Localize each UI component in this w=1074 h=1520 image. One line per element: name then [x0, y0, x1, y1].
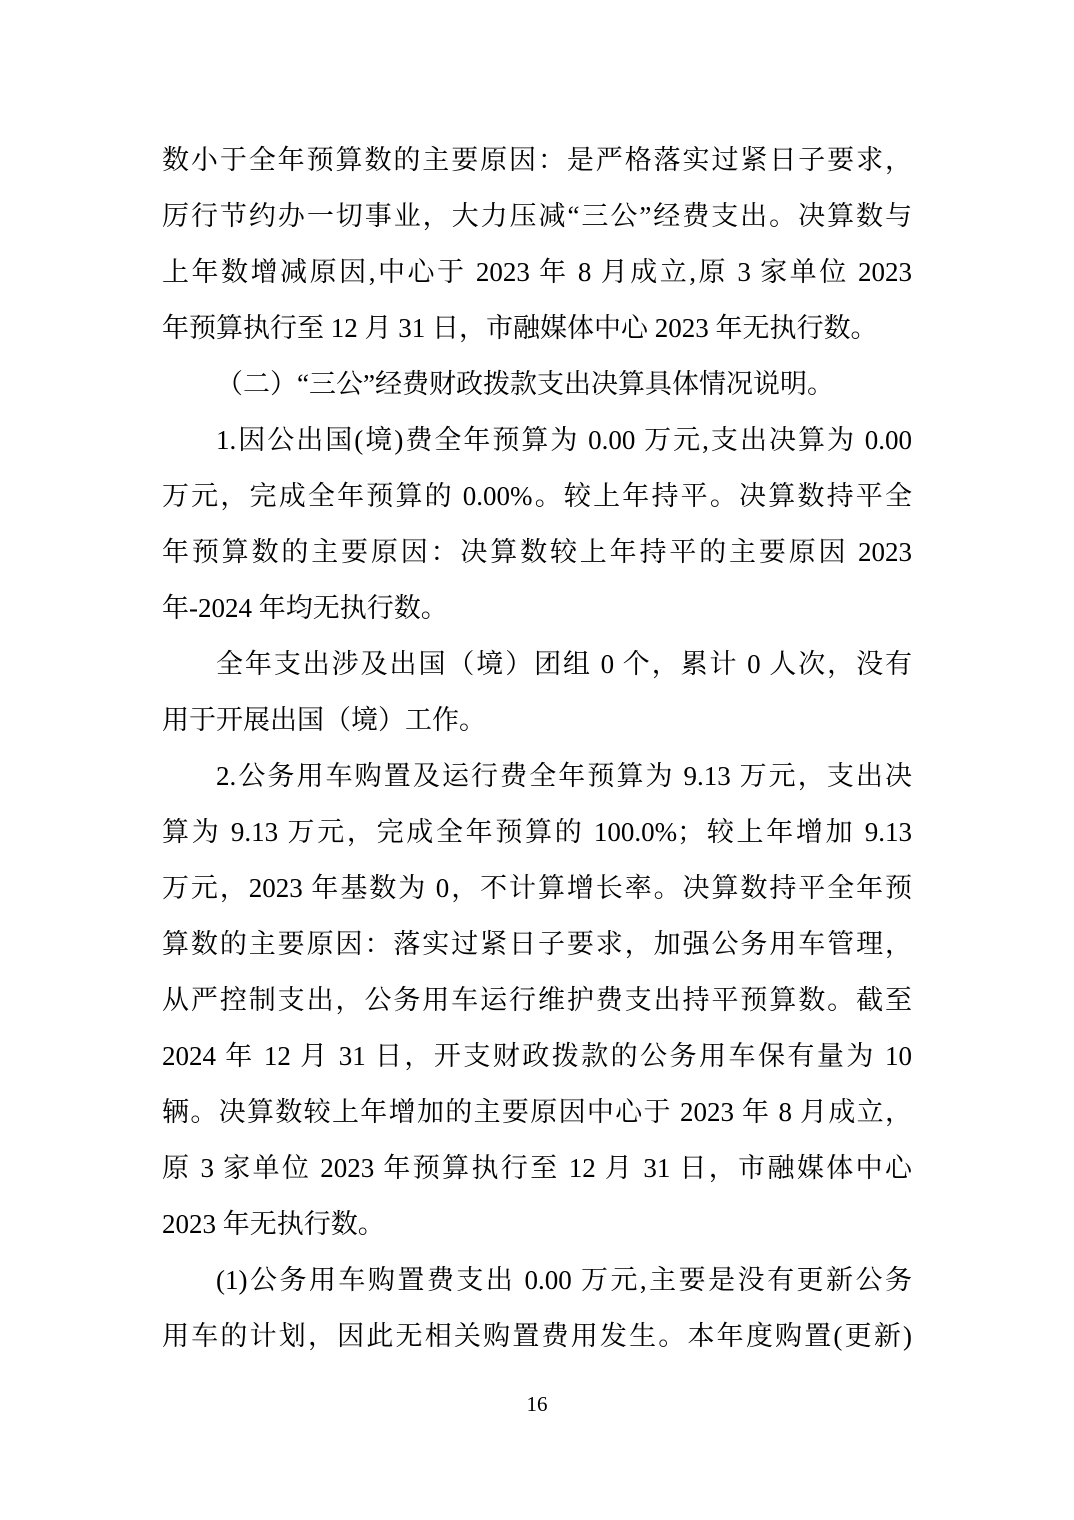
text-line: 用于开展出国（境）工作。 — [162, 705, 486, 735]
text-line: 辆。决算数较上年增加的主要原因中心于 2023 年 8 月成立， — [162, 1097, 912, 1127]
text-line: 1.因公出国(境)费全年预算为 0.00 万元,支出决算为 0.00 — [216, 425, 912, 455]
text-line: 算数的主要原因：落实过紧日子要求，加强公务用车管理， — [162, 929, 912, 959]
text-line: 万元，完成全年预算的 0.00%。较上年持平。决算数持平全 — [162, 481, 912, 511]
text-line: 上年数增减原因,中心于 2023 年 8 月成立,原 3 家单位 2023 — [162, 257, 912, 287]
page-number: 16 — [526, 1392, 548, 1416]
text-line: 年预算数的主要原因：决算数较上年持平的主要原因 2023 — [162, 537, 912, 567]
text-line: 年预算执行至 12 月 31 日，市融媒体中心 2023 年无执行数。 — [162, 313, 878, 343]
text-line: 2.公务用车购置及运行费全年预算为 9.13 万元，支出决 — [216, 761, 912, 791]
text-line: 万元，2023 年基数为 0，不计算增长率。决算数持平全年预 — [162, 873, 912, 903]
text-line: 用车的计划，因此无相关购置费用发生。本年度购置(更新) — [162, 1321, 912, 1351]
text-line: 年-2024 年均无执行数。 — [162, 593, 448, 623]
text-line: (1)公务用车购置费支出 0.00 万元,主要是没有更新公务 — [216, 1265, 912, 1295]
text-line: 厉行节约办一切事业，大力压减“三公”经费支出。决算数与 — [162, 201, 912, 231]
document-body — [162, 132, 912, 1364]
text-line: 原 3 家单位 2023 年预算执行至 12 月 31 日，市融媒体中心 — [162, 1153, 912, 1183]
section-heading-line: （二）“三公”经费财政拨款支出决算具体情况说明。 — [216, 369, 834, 399]
page-footer — [0, 1392, 1074, 1417]
text-line: 数小于全年预算数的主要原因：是严格落实过紧日子要求， — [162, 145, 912, 175]
text-line: 从严控制支出，公务用车运行维护费支出持平预算数。截至 — [162, 985, 912, 1015]
text-line: 2023 年无执行数。 — [162, 1209, 385, 1239]
text-line: 全年支出涉及出国（境）团组 0 个，累计 0 人次，没有 — [216, 649, 912, 679]
text-line: 算为 9.13 万元，完成全年预算的 100.0%；较上年增加 9.13 — [162, 817, 912, 847]
text-line: 2024 年 12 月 31 日，开支财政拨款的公务用车保有量为 10 — [162, 1041, 912, 1071]
